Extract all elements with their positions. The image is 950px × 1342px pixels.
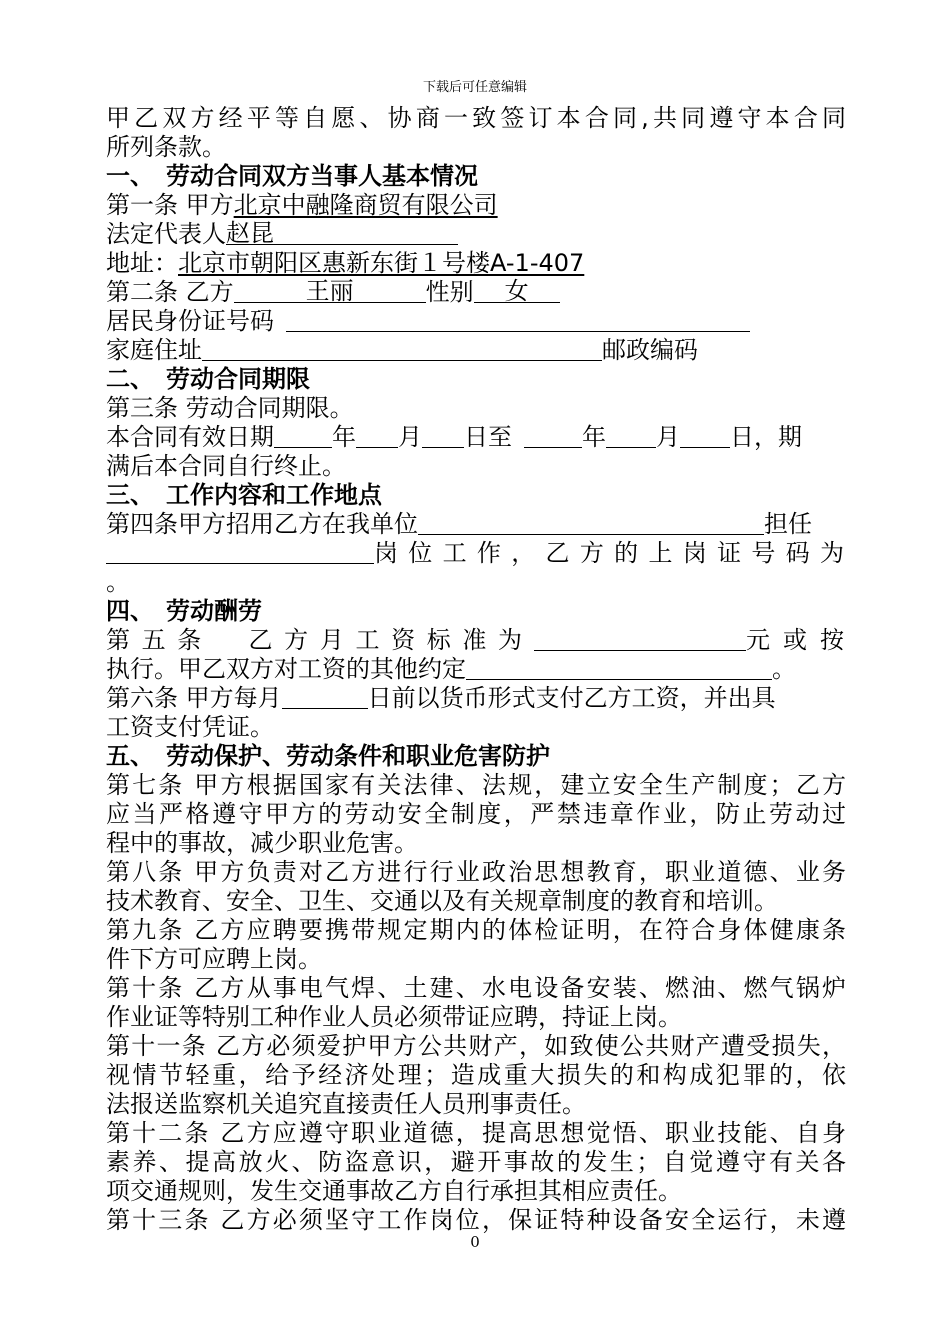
article-line: 第八条 甲方负责对乙方进行行业政治思想教育，职业道德、业务	[106, 858, 846, 886]
article-line: 第十三条 乙方必须坚守工作岗位，保证特种设备安全运行，未遵	[106, 1206, 846, 1234]
party-b-line	[106, 278, 846, 307]
party-a-line	[106, 191, 846, 220]
article-line: 第十二条 乙方应遵守职业道德，提高思想觉悟、职业技能、自身	[106, 1119, 846, 1147]
address-line	[106, 249, 846, 278]
field-label: 家庭住址	[106, 336, 202, 364]
article-line: 第三条 劳动合同期限。	[106, 394, 354, 422]
article-line: 技术教育、安全、卫生、交通以及有关规章制度的教育和培训。	[106, 887, 778, 915]
article-text: 第四条甲方招用乙方在我单位	[106, 510, 418, 538]
article-line: 项交通规则，发生交通事故乙方自行承担其相应责任。	[106, 1177, 682, 1205]
rep-field: 赵昆	[226, 220, 458, 245]
section-heading: 三、 工作内容和工作地点	[106, 481, 382, 509]
home-line	[106, 336, 846, 365]
pay-day-field	[282, 684, 368, 709]
address-value: 北京市朝阳区惠新东街１号楼A-1-407	[178, 249, 585, 277]
article-line: 视情节轻重，给予经济处理；造成重大损失的和构成犯罪的，依	[106, 1061, 846, 1089]
article-text: 担任	[764, 510, 812, 538]
page-number: 0	[470, 1233, 480, 1251]
unit-field	[418, 510, 764, 535]
article-line: 第十条 乙方从事电气焊、土建、水电设备安装、燃油、燃气锅炉	[106, 974, 846, 1002]
valid-date-line: 本合同有效日期 年 月 日至 年 月 日，期	[106, 423, 802, 451]
article-line: 程中的事故，减少职业危害。	[106, 829, 418, 857]
article-line	[106, 539, 846, 568]
end-month-field	[606, 423, 656, 448]
article-line	[106, 684, 846, 713]
article-line: 第七条 甲方根据国家有关法律、法规，建立安全生产制度；乙方	[106, 771, 846, 799]
article-line: 。	[106, 568, 130, 596]
section-heading: 二、 劳动合同期限	[106, 365, 310, 393]
article-text: 执行。甲乙双方对工资的其他约定	[106, 655, 466, 683]
article-line: 第十一条 乙方必须爱护甲方公共财产，如致使公共财产遭受损失，	[106, 1032, 846, 1060]
start-month-field	[356, 423, 398, 448]
party-b-field: 王丽	[234, 278, 426, 303]
rep-line	[106, 220, 846, 249]
article-text: 第六条 甲方每月	[106, 684, 282, 712]
field-label: 本合同有效日期	[106, 423, 274, 451]
id-field	[286, 307, 750, 332]
article-label: 第一条 甲方	[106, 191, 234, 219]
other-agreement-field	[466, 655, 772, 680]
intro-line: 甲乙双方经平等自愿、协商一致签订本合同,共同遵守本合同	[106, 104, 846, 132]
contract-body	[106, 104, 846, 1235]
end-year-field	[524, 423, 582, 448]
article-line: 作业证等特别工种作业人员必须带证应聘，持证上岗。	[106, 1003, 682, 1031]
end-day-field	[680, 423, 730, 448]
party-a-name: 北京中融隆商贸有限公司	[233, 191, 498, 219]
start-year-field	[274, 423, 332, 448]
expire-line: 满后本合同自行终止。	[106, 452, 346, 480]
section-heading: 一、 劳动合同双方当事人基本情况	[106, 162, 478, 190]
field-label: 法定代表人	[106, 220, 226, 248]
article-text: 元或按	[746, 626, 844, 654]
field-label: 地址：	[106, 249, 178, 277]
page-header: 下载后可任意编辑	[422, 80, 527, 95]
gender-field: 女	[474, 278, 560, 303]
article-line: 素养、提高放火、防盗意识，避开事故的发生；自觉遵守有关各	[106, 1148, 846, 1176]
article-line: 工资支付凭证。	[106, 713, 274, 741]
start-day-field	[422, 423, 464, 448]
article-line	[106, 510, 846, 539]
intro-line: 所列条款。	[106, 133, 226, 161]
article-text: 日前以货币形式支付乙方工资，并出具	[367, 684, 776, 712]
article-text: 第五条 乙方月工资标准为	[106, 626, 522, 654]
article-line: 应当严格遵守甲方的劳动安全制度，严禁违章作业，防止劳动过	[106, 800, 846, 828]
salary-field	[534, 626, 746, 651]
article-text: 岗位工作，乙方的上岗证号码为	[374, 539, 844, 567]
article-line: 第九条 乙方应聘要携带规定期内的体检证明，在符合身体健康条	[106, 916, 846, 944]
article-line	[106, 626, 846, 655]
id-line	[106, 307, 846, 336]
article-line: 执行。甲乙双方对工资的其他约定 。	[106, 655, 796, 683]
field-label: 居民身份证号码	[106, 307, 274, 335]
article-line: 件下方可应聘上岗。	[106, 945, 322, 973]
section-heading: 四、 劳动酬劳	[106, 597, 262, 625]
field-label: 性别	[425, 278, 474, 306]
home-field	[202, 336, 602, 361]
article-line: 法报送监察机关追究直接责任人员刑事责任。	[106, 1090, 586, 1118]
post-field	[106, 539, 374, 564]
article-label: 第二条 乙方	[106, 278, 234, 306]
section-heading: 五、 劳动保护、劳动条件和职业危害防护	[106, 742, 550, 770]
field-label: 邮政编码	[602, 336, 698, 364]
